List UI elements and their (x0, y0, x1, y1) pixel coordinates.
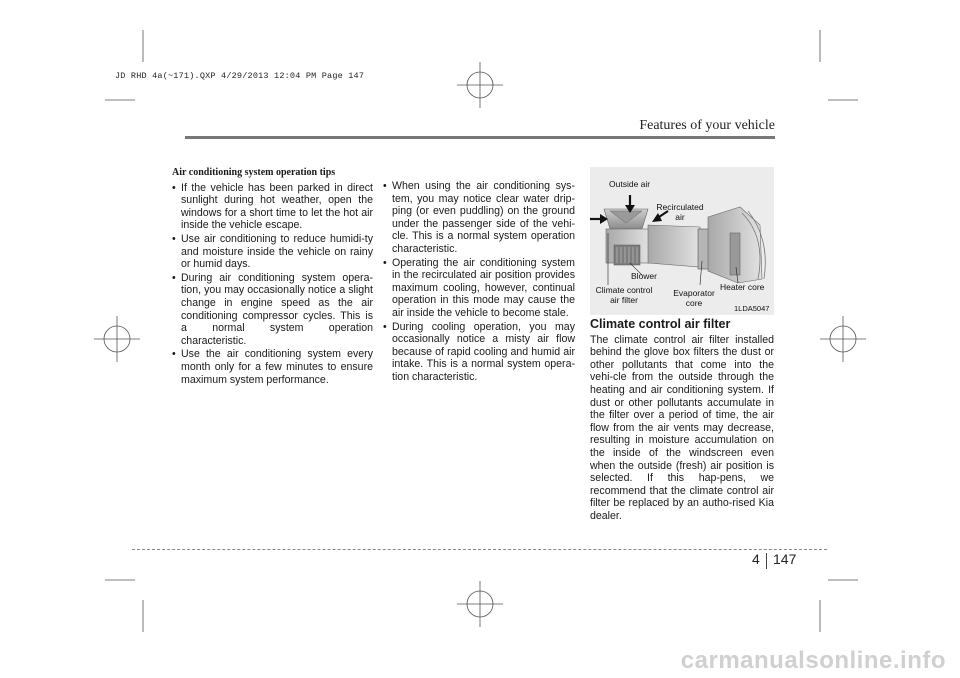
tips-column-2 (383, 180, 575, 385)
list-item: • During cooling operation, you may occasionally notice a misty air flow because of rapid cooling and humid air intake. This is a normal system opera-tion characteristic. (383, 321, 575, 384)
figure-code: 1LDA5047 (734, 304, 770, 313)
hvac-diagram-figure (590, 167, 774, 315)
section-header-title: Features of your vehicle (639, 118, 775, 133)
list-item: • Operating the air conditioning system in the recirculated air position provides maximum cooling, however, continual operation in this mode may cause the air inside the vehicle to become stale. (383, 257, 575, 320)
chapter-number: 4 (752, 551, 760, 567)
header-rule (185, 136, 775, 139)
label-line: Climate control (595, 285, 653, 295)
label-line: Recirculated (656, 202, 704, 212)
footer-dashed-rule (132, 549, 827, 550)
list-item: • Use the air conditioning system every month only for a few minutes to ensure maximum system performance. (172, 348, 373, 386)
list-item: • If the vehicle has been parked in direct sunlight during hot weather, open the windows for a short time to let the hot air inside the vehicle escape. (172, 182, 373, 232)
filter-section-title: Climate control air filter (590, 317, 731, 331)
label-blower: Blower (631, 271, 657, 281)
list-item: • Use air conditioning to reduce humidi-ty and moisture inside the vehicle on rainy or humid days. (172, 233, 373, 271)
list-item: • During air conditioning system opera-tion, you may occasionally notice a slight change in engine speed as the air conditioning compressor cycles. This is a normal system operation characteristic. (172, 272, 373, 348)
page-number-separator (766, 553, 767, 569)
label-climate-control-air-filter (592, 286, 656, 305)
tips-heading: Air conditioning system operation tips (172, 167, 336, 178)
label-line: air (675, 211, 685, 222)
tips-column-1 (172, 167, 373, 387)
label-recirculated-air (654, 203, 706, 222)
filter-section (590, 318, 774, 523)
print-slug-line: JD RHD 4a(~171).QXP 4/29/2013 12:04 PM Page 147 (115, 71, 365, 81)
tips-list-continued (383, 180, 575, 384)
label-heater-core: Heater core (720, 282, 765, 292)
watermark: carmanualsonline.info (680, 647, 946, 674)
page-number: 147 (773, 551, 797, 567)
label-line: Evaporator (673, 288, 715, 298)
label-line: core (685, 297, 703, 308)
label-outside-air: Outside air (609, 179, 651, 189)
filter-section-body: The climate control air filter installed behind the glove box filters the dust or other pollutants that come into the vehi-cle from the outside through the heating and air conditioning system. If dust or other pollutants accumulate in the filter over a period of time, the air flow from the air vents may decrease, resulting in moisture accumulation on the inside of the windscreen even when the outside (fresh) air position is selected. If this hap-pens, we recommend that the climate control air filter be replaced by an autho-rised Kia dealer. (590, 333, 774, 522)
label-evaporator-core (670, 289, 718, 308)
label-line: air filter (610, 294, 638, 305)
list-item: • When using the air conditioning sys-tem, you may notice clear water drip-ping (or even puddling) on the ground under the passenger side of the vehi-cle. This is a normal system operation characteristic. (383, 180, 575, 256)
tips-list (172, 182, 373, 387)
